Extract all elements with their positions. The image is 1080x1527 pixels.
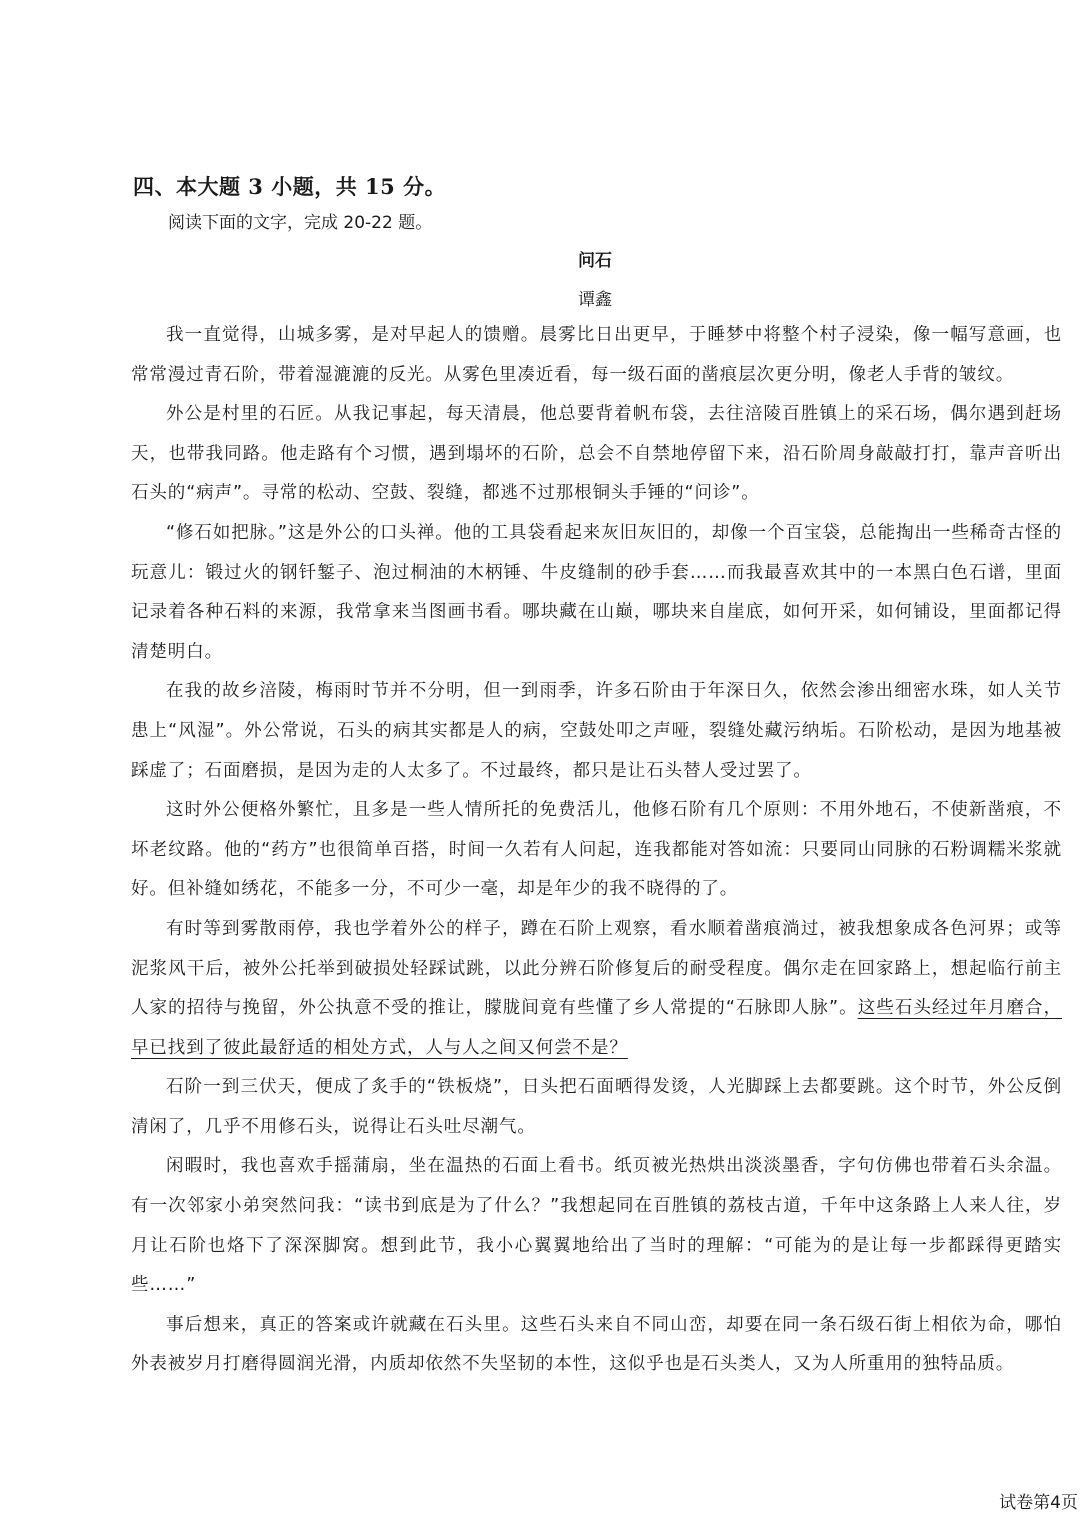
paragraph-3: [131, 514, 1062, 672]
paragraph-9: [131, 1306, 1062, 1385]
reading-instruction: 阅读下面的文字，完成 20-22 题。: [168, 213, 433, 233]
paragraph-1: [131, 316, 1062, 395]
paragraph-7: [131, 1068, 1062, 1147]
section-title: 四、本大题 3 小题，共 15 分。: [133, 174, 447, 199]
paragraph-text: 我一直觉得，山城多雾，是对早起人的馈赠。晨雾比日出更早，于睡梦中将整个村子浸染，像一幅写意画，也常常漫过青石阶，带着湿漉漉的反光。从雾色里凑近看，每一级石面的凿痕层次更分明，像老人手背的皱纹。: [131, 325, 1062, 385]
paragraph-4: [131, 672, 1062, 791]
paragraph-text: 石阶一到三伏天，便成了炙手的“铁板烧”，日头把石面晒得发烫，人光脚踩上去都要跳。这个时节，外公反倒清闲了，几乎不用修石头，说得让石头吐尽潮气。: [131, 1077, 1062, 1137]
paragraph-text: 外公是村里的石匠。从我记事起，每天清晨，他总要背着帆布袋，去往涪陵百胜镇上的采石场，偶尔遇到赶场天，也带我同路。他走路有个习惯，遇到塌坏的石阶，总会不自禁地停留下来，沿石阶周身敲敲打打，靠声音听出石头的“病声”。寻常的松动、空鼓、裂缝，都逃不过那根铜头手锤的“问诊”。: [131, 404, 1062, 504]
essay-title: 问石: [578, 251, 612, 271]
paragraph-text: 在我的故乡涪陵，梅雨时节并不分明，但一到雨季，许多石阶由于年深日久，依然会渗出细密水珠，如人关节患上“风湿”。外公常说，石头的病其实都是人的病，空鼓处叩之声哑，裂缝处藏污纳垢。石阶松动，是因为地基被踩虚了；石面磨损，是因为走的人太多了。不过最终，都只是让石头替人受过罢了。: [131, 681, 1062, 781]
paragraph-text: 事后想来，真正的答案或许就藏在石头里。这些石头来自不同山峦，却要在同一条石级石街上相依为命，哪怕外表被岁月打磨得圆润光滑，内质却依然不失坚韧的本性，这似乎也是石头类人，又为人所重用的独特品质。: [131, 1314, 1062, 1375]
underlined-sentence: 这些石头经过年月磨合，早已找到了彼此最舒适的相处方式，人与人之间又何尝不是？: [131, 998, 1062, 1058]
page-number: 试卷第4页: [999, 1493, 1078, 1513]
paragraph-2: [131, 395, 1062, 514]
essay-author: 谭鑫: [578, 290, 612, 310]
paragraph-text: 这时外公便格外繁忙，且多是一些人情所托的免费活儿，他修石阶有几个原则：不用外地石，不使新凿痕，不坏老纹路。他的“药方”也很简单百搭，时间一久若有人问起，连我都能对答如流：只要同山同脉的石粉调糯米浆就好。但补缝如绣花，不能多一分，不可少一毫，却是年少的我不晓得的了。: [131, 800, 1062, 900]
paragraph-5: [131, 791, 1062, 910]
paragraph-text: “修石如把脉。”这是外公的口头禅。他的工具袋看起来灰旧灰旧的，却像一个百宝袋，总能掏出一些稀奇古怪的玩意儿：锻过火的钢钎錾子、泡过桐油的木柄锤、牛皮缝制的砂手套……而我最喜欢其中的一本黑白色石谱，里面记录着各种石料的来源，我常拿来当图画书看。哪块藏在山巅，哪块来自崖底，如何开采，如何铺设，里面都记得清楚明白。: [131, 522, 1062, 662]
paragraph-6: [131, 910, 1062, 1068]
paragraph-8: [131, 1147, 1062, 1305]
paragraph-text: 闲暇时，我也喜欢手摇蒲扇，坐在温热的石面上看书。纸页被光热烘出淡淡墨香，字句仿佛也带着石头余温。有一次邻家小弟突然问我：“读书到底是为了什么？”我想起同在百胜镇的荔枝古道，千年中这条路上人来人往，岁月让石阶也烙下了深深脚窝。想到此节，我小心翼翼地给出了当时的理解：“可能为的是让每一步都踩得更踏实些……”: [131, 1156, 1062, 1296]
essay-body: [131, 316, 1062, 1385]
paragraph-text: 有时等到雾散雨停，我也学着外公的样子，蹲在石阶上观察，看水顺着凿痕淌过，被我想象成各色河界；或等泥浆风干后，被外公托举到破损处轻踩试跳，以此分辨石阶修复后的耐受程度。偶尔走在回家路上，想起临行前主人家的招待与挽留，外公执意不受的推让，朦胧间竟有些懂了乡人常提的“石脉即人脉”。: [131, 918, 1062, 1019]
